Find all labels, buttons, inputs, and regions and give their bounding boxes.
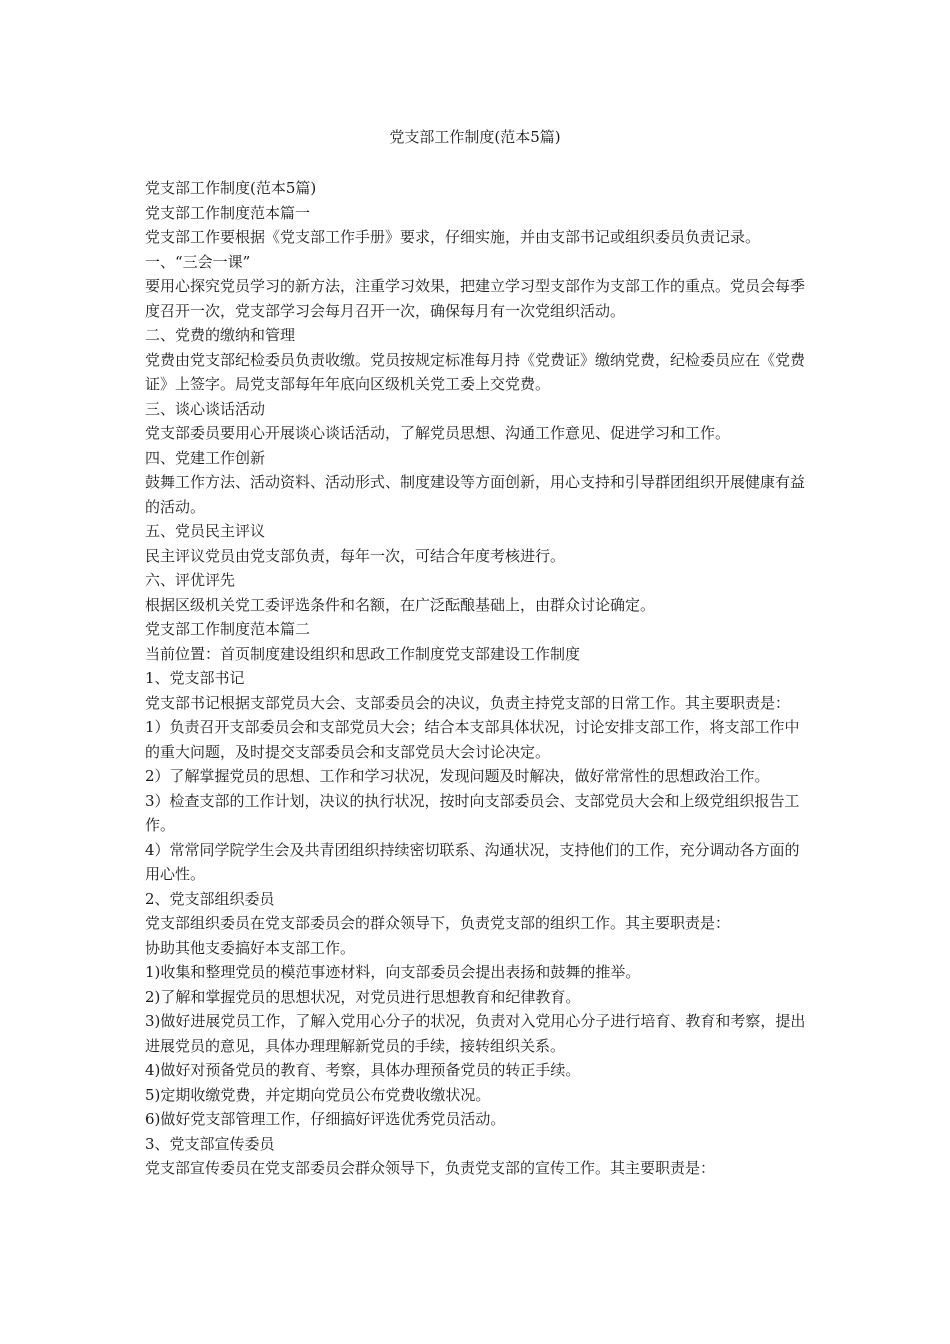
section-heading: 二、党费的缴纳和管理 xyxy=(145,326,296,344)
body-paragraph: 根据区级机关党工委评选条件和名额，在广泛酝酿基础上，由群众讨论确定。 xyxy=(145,595,656,614)
section-heading: 四、党建工作创新 xyxy=(145,448,266,467)
list-item: 5)定期收缴党费，并定期向党员公布党费收缴状况。 xyxy=(145,1085,491,1104)
body-paragraph: 党支部工作制度(范本5篇) xyxy=(145,179,317,197)
document-title: 党支部工作制度(范本5篇) xyxy=(389,128,561,146)
list-item: 1)收集和整理党员的模范事迹材料，向支部委员会提出表扬和鼓舞的推举。 xyxy=(145,963,641,981)
body-paragraph: 党费由党支部纪检委员负责收缴。党员按规定标准每月持《党费证》缴纳党费，纪检委员应在《党费证》上签字。局党支部每年年底向区级机关党工委上交党费。 xyxy=(145,350,806,393)
list-item: 3）检查支部的工作计划，决议的执行状况，按时向支部委员会、支部党员大会和上级党组织报告工作。 xyxy=(145,791,800,834)
list-item: 3)做好进展党员工作，了解入党用心分子的状况，负责对入党用心分子进行培育、教育和考察，提出进展党员的意见，具体办理理解新党员的手续，接转组织关系。 xyxy=(145,1012,806,1055)
body-paragraph: 党支部委员要用心开展谈心谈话活动，了解党员思想、沟通工作意见、促进学习和工作。 xyxy=(145,424,731,442)
list-item: 4)做好对预备党员的教育、考察，具体办理预备党员的转正手续。 xyxy=(145,1061,581,1079)
body-paragraph: 协助其他支委搞好本支部工作。 xyxy=(145,938,356,957)
body-paragraph: 民主评议党员由党支部负责，每年一次，可结合年度考核进行。 xyxy=(145,546,566,565)
list-item: 2）了解掌握党员的思想、工作和学习状况，发现问题及时解决，做好常常性的思想政治工作。 xyxy=(145,767,770,785)
body-paragraph: 党支部工作要根据《党支部工作手册》要求，仔细实施，并由支部书记或组织委员负责记录。 xyxy=(145,228,761,246)
section-heading: 一、“三会一课” xyxy=(145,252,251,271)
body-paragraph: 党支部书记根据支部党员大会、支部委员会的决议，负责主持党支部的日常工作。其主要职责是： xyxy=(145,693,791,712)
body-paragraph: 党支部组织委员在党支部委员会的群众领导下，负责党支部的组织工作。其主要职责是： xyxy=(145,914,731,932)
list-item: 1）负责召开支部委员会和支部党员大会；结合本支部具体状况，讨论安排支部工作，将支部工作中的重大问题，及时提交支部委员会和支部党员大会讨论决定。 xyxy=(145,718,800,761)
body-paragraph: 鼓舞工作方法、活动资料、活动形式、制度建设等方面创新，用心支持和引导群团组织开展健康有益的活动。 xyxy=(145,473,806,516)
section-heading: 五、党员民主评议 xyxy=(145,522,266,540)
list-item: 4）常常同学院学生会及共青团组织持续密切联系、沟通状况，支持他们的工作，充分调动各方面的用心性。 xyxy=(145,840,800,883)
body-paragraph: 当前位置：首页制度建设组织和思政工作制度党支部建设工作制度 xyxy=(145,644,581,663)
document-body xyxy=(145,176,809,1181)
section-heading: 2、党支部组织委员 xyxy=(145,889,275,908)
section-heading: 3、党支部宣传委员 xyxy=(145,1134,275,1153)
body-paragraph: 党支部工作制度范本篇一 xyxy=(145,203,311,222)
list-item: 6)做好党支部管理工作，仔细搞好评选优秀党员活动。 xyxy=(145,1110,506,1128)
body-paragraph: 党支部工作制度范本篇二 xyxy=(145,620,311,638)
section-heading: 六、评优评先 xyxy=(145,571,236,589)
section-heading: 1、党支部书记 xyxy=(145,669,245,687)
section-heading: 三、谈心谈话活动 xyxy=(145,399,266,418)
list-item: 2)了解和掌握党员的思想状况，对党员进行思想教育和纪律教育。 xyxy=(145,987,581,1006)
body-paragraph: 要用心探究党员学习的新方法，注重学习效果，把建立学习型支部作为支部工作的重点。党员会每季度召开一次，党支部学习会每月召开一次，确保每月有一次党组织活动。 xyxy=(145,277,806,320)
body-paragraph: 党支部宣传委员在党支部委员会群众领导下，负责党支部的宣传工作。其主要职责是： xyxy=(145,1159,716,1177)
